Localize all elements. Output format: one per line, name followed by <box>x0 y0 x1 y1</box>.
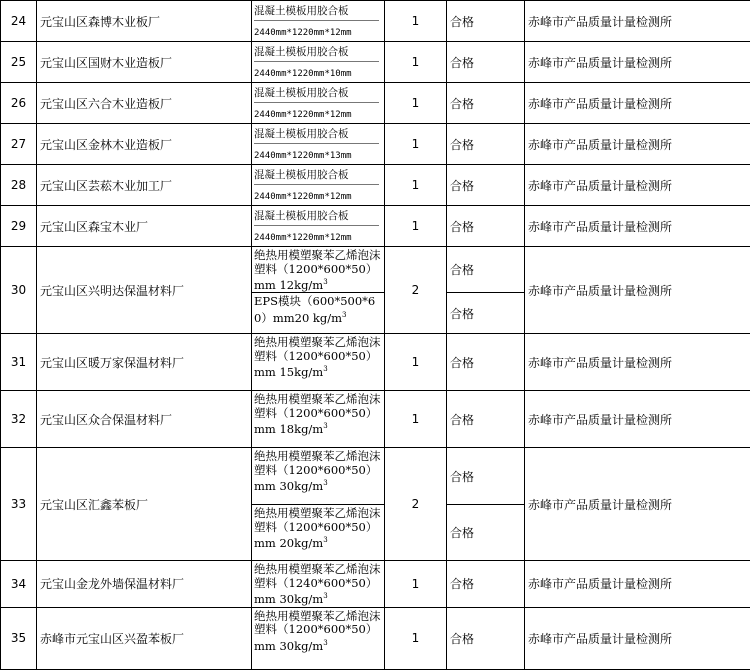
row-number: 25 <box>1 42 37 83</box>
table-row <box>1 83 750 124</box>
unit-superscript: 3 <box>323 592 327 600</box>
product-name: 混凝土模板用胶合板 <box>254 210 379 226</box>
product-description <box>254 505 382 550</box>
product-description-text: 绝热用模塑聚苯乙烯泡沫塑料（1200*600*50）mm 30kg/m <box>254 609 381 653</box>
sample-count: 1 <box>385 334 447 391</box>
product-cell <box>252 165 385 206</box>
product-spec: 2440mm*1220mm*13mm <box>254 144 382 162</box>
product-spec: 2440mm*1220mm*12mm <box>254 226 382 244</box>
row-number: 32 <box>1 391 37 448</box>
row-number: 34 <box>1 561 37 607</box>
product-description-text: 绝热用模塑聚苯乙烯泡沫塑料（1200*600*50）mm 15kg/m <box>254 335 381 379</box>
inspection-result: 合格 <box>447 391 525 448</box>
row-number: 31 <box>1 334 37 391</box>
sample-count: 1 <box>385 42 447 83</box>
product-cell <box>252 334 385 391</box>
sample-count: 1 <box>385 206 447 247</box>
row-number: 24 <box>1 1 37 42</box>
company-name: 元宝山金龙外墙保温材料厂 <box>37 561 252 607</box>
product-spec: 2440mm*1220mm*12mm <box>254 185 382 203</box>
sample-count: 1 <box>385 83 447 124</box>
inspection-result: 合格 <box>447 505 525 561</box>
inspection-result: 合格 <box>447 448 525 505</box>
product-cell <box>252 83 385 124</box>
testing-organization: 赤峰市产品质量计量检测所 <box>525 391 750 448</box>
unit-superscript: 3 <box>323 479 327 487</box>
row-number: 28 <box>1 165 37 206</box>
table-row <box>1 391 750 448</box>
product-cell <box>252 505 385 561</box>
product-cell <box>252 607 385 669</box>
sample-count: 1 <box>385 1 447 42</box>
product-spec: 2440mm*1220mm*10mm <box>254 62 382 80</box>
testing-organization: 赤峰市产品质量计量检测所 <box>525 206 750 247</box>
product-name: 混凝土模板用胶合板 <box>254 46 379 62</box>
sample-count: 1 <box>385 165 447 206</box>
unit-superscript: 3 <box>323 422 327 430</box>
company-name: 元宝山区兴明达保温材料厂 <box>37 247 252 334</box>
product-description-text: 绝热用模塑聚苯乙烯泡沫塑料（1200*600*50）mm 18kg/m <box>254 392 381 436</box>
unit-superscript: 3 <box>342 311 346 319</box>
product-description <box>254 391 382 436</box>
inspection-result: 合格 <box>447 334 525 391</box>
product-spec: 2440mm*1220mm*12mm <box>254 103 382 121</box>
product-description <box>254 608 382 653</box>
product-description-text: 绝热用模塑聚苯乙烯泡沫塑料（1200*600*50）mm 30kg/m <box>254 449 381 493</box>
product-spec: 2440mm*1220mm*12mm <box>254 21 382 39</box>
testing-organization: 赤峰市产品质量计量检测所 <box>525 561 750 607</box>
product-description-text: 绝热用模塑聚苯乙烯泡沫塑料（1200*600*50）mm 20kg/m <box>254 506 381 550</box>
table-row <box>1 334 750 391</box>
product-cell <box>252 448 385 505</box>
company-name: 元宝山区国财木业造板厂 <box>37 42 252 83</box>
table-row <box>1 165 750 206</box>
company-name: 元宝山区森宝木业厂 <box>37 206 252 247</box>
sample-count: 1 <box>385 561 447 607</box>
inspection-result: 合格 <box>447 42 525 83</box>
sample-count: 2 <box>385 247 447 334</box>
product-name: 混凝土模板用胶合板 <box>254 169 379 185</box>
row-number: 35 <box>1 607 37 669</box>
table-row <box>1 561 750 607</box>
product-description <box>254 561 382 606</box>
table-row <box>1 1 750 42</box>
testing-organization: 赤峰市产品质量计量检测所 <box>525 42 750 83</box>
unit-superscript: 3 <box>323 536 327 544</box>
product-description-text: 绝热用模塑聚苯乙烯泡沫塑料（1240*600*50）mm 30kg/m <box>254 562 381 606</box>
unit-superscript: 3 <box>323 278 327 286</box>
table-row <box>1 448 750 505</box>
product-description <box>254 247 382 292</box>
testing-organization: 赤峰市产品质量计量检测所 <box>525 165 750 206</box>
testing-organization: 赤峰市产品质量计量检测所 <box>525 247 750 334</box>
table-row <box>1 124 750 165</box>
company-name: 元宝山区汇鑫苯板厂 <box>37 448 252 561</box>
testing-organization: 赤峰市产品质量计量检测所 <box>525 448 750 561</box>
table-row <box>1 42 750 83</box>
testing-organization: 赤峰市产品质量计量检测所 <box>525 607 750 669</box>
row-number: 26 <box>1 83 37 124</box>
company-name: 元宝山区森博木业板厂 <box>37 1 252 42</box>
product-description <box>254 448 382 493</box>
table-row <box>1 206 750 247</box>
row-number: 27 <box>1 124 37 165</box>
product-cell <box>252 42 385 83</box>
product-cell <box>252 247 385 293</box>
company-name: 元宝山区暖万家保温材料厂 <box>37 334 252 391</box>
testing-organization: 赤峰市产品质量计量检测所 <box>525 124 750 165</box>
testing-organization: 赤峰市产品质量计量检测所 <box>525 83 750 124</box>
table-row <box>1 247 750 293</box>
inspection-result: 合格 <box>447 607 525 669</box>
sample-count: 1 <box>385 607 447 669</box>
product-description-text: EPS模块（600*500*60）mm20 kg/m <box>254 294 375 324</box>
product-description-text: 绝热用模塑聚苯乙烯泡沫塑料（1200*600*50）mm 12kg/m <box>254 248 381 292</box>
inspection-result: 合格 <box>447 561 525 607</box>
product-description <box>254 334 382 379</box>
sample-count: 1 <box>385 391 447 448</box>
inspection-result: 合格 <box>447 293 525 334</box>
company-name: 元宝山区六合木业造板厂 <box>37 83 252 124</box>
inspection-result: 合格 <box>447 247 525 293</box>
sample-count: 2 <box>385 448 447 561</box>
table-row <box>1 607 750 669</box>
product-cell <box>252 206 385 247</box>
row-number: 30 <box>1 247 37 334</box>
product-name: 混凝土模板用胶合板 <box>254 87 379 103</box>
row-number: 29 <box>1 206 37 247</box>
product-cell <box>252 561 385 607</box>
inspection-result: 合格 <box>447 165 525 206</box>
product-cell <box>252 293 385 334</box>
testing-organization: 赤峰市产品质量计量检测所 <box>525 1 750 42</box>
unit-superscript: 3 <box>323 639 327 647</box>
unit-superscript: 3 <box>323 365 327 373</box>
product-description <box>254 293 382 325</box>
testing-organization: 赤峰市产品质量计量检测所 <box>525 334 750 391</box>
row-number: 33 <box>1 448 37 561</box>
product-name: 混凝土模板用胶合板 <box>254 5 379 21</box>
company-name: 元宝山区金林木业造板厂 <box>37 124 252 165</box>
inspection-result: 合格 <box>447 206 525 247</box>
sample-count: 1 <box>385 124 447 165</box>
product-name: 混凝土模板用胶合板 <box>254 128 379 144</box>
product-cell <box>252 391 385 448</box>
company-name: 元宝山区众合保温材料厂 <box>37 391 252 448</box>
inspection-result: 合格 <box>447 83 525 124</box>
company-name: 元宝山区芸菘木业加工厂 <box>37 165 252 206</box>
product-cell <box>252 124 385 165</box>
product-cell <box>252 1 385 42</box>
company-name: 赤峰市元宝山区兴盈苯板厂 <box>37 607 252 669</box>
inspection-result: 合格 <box>447 124 525 165</box>
inspection-result: 合格 <box>447 1 525 42</box>
